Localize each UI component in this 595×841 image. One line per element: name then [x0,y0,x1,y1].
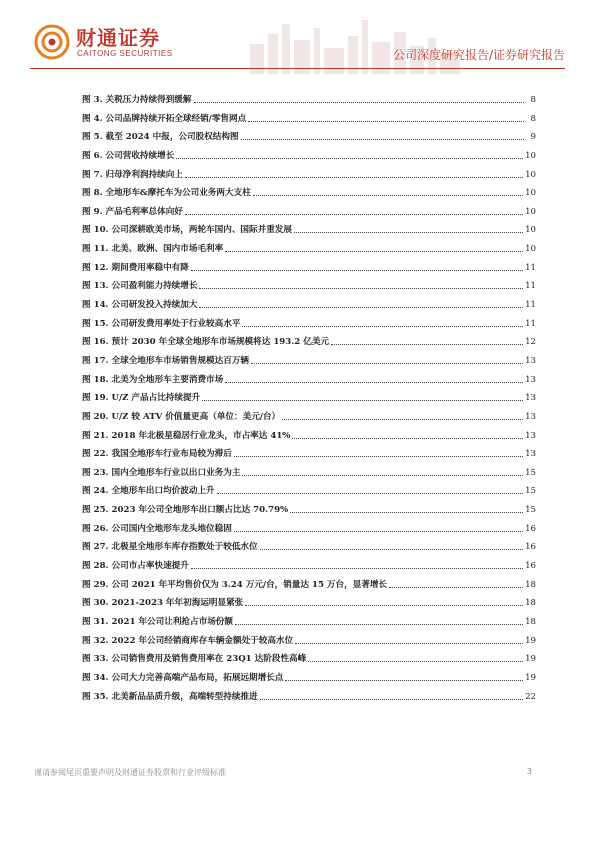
toc-entry-label[interactable]: 图 21. 2018 年北极星稳居行业龙头，市占率达 41% [82,430,291,441]
toc-entry-page[interactable]: 19 [525,635,536,646]
toc-leader-dots [285,679,523,681]
toc-leader-dots [241,138,524,140]
toc-entry-label[interactable]: 图 33. 公司销售费用及销售费用率在 23Q1 达阶段性高峰 [82,654,307,665]
toc-entry[interactable] [82,446,536,465]
toc-leader-dots [194,101,525,103]
toc-leader-dots [242,325,523,327]
toc-entry[interactable] [82,353,536,372]
toc-entry[interactable] [82,614,536,633]
toc-entry-label[interactable]: 图 20. U/Z 较 ATV 价值量更高（单位：美元/台） [82,411,281,422]
toc-entry[interactable] [82,129,536,148]
toc-entry-page[interactable]: 16 [525,542,536,553]
toc-entry[interactable] [82,595,536,614]
toc-entry-page[interactable]: 18 [525,579,536,590]
toc-entry-label[interactable]: 图 18. 北美为全地形车主要消费市场 [82,374,224,385]
toc-entry-label[interactable]: 图 12. 期间费用率稳中有降 [82,262,189,273]
toc-leader-dots [282,418,523,420]
toc-leader-dots [225,250,523,252]
toc-entry-label[interactable]: 图 11. 北美、欧洲、国内市场毛利率 [82,244,224,255]
toc-leader-dots [191,269,523,271]
toc-entry[interactable] [82,278,536,297]
toc-entry-label[interactable]: 图 24. 全地形车出口均价波动上升 [82,486,215,497]
toc-entry-label[interactable]: 图 4. 公司品牌持续开拓全球经销/零售网点 [82,113,247,124]
toc-entry[interactable] [82,148,536,167]
page-header [0,0,595,86]
toc-entry-label[interactable]: 图 25. 2023 年公司全地形车出口额占比达 70.79% [82,505,289,516]
toc-leader-dots [202,399,523,401]
toc-leader-dots [260,548,523,550]
toc-entry[interactable] [82,483,536,502]
toc-entry-page[interactable]: 10 [525,150,536,161]
toc-entry-page[interactable]: 13 [525,449,536,460]
logo-icon [34,24,70,60]
toc-leader-dots [234,530,523,532]
toc-entry-page[interactable]: 10 [525,225,536,236]
toc-entry[interactable] [82,92,536,111]
toc-leader-dots [294,231,523,233]
toc-entry-label[interactable]: 图 8. 全地形车&摩托车为公司业务两大支柱 [82,188,251,199]
toc-entry-label[interactable]: 图 13. 公司盈利能力持续增长 [82,281,198,292]
toc-entry-page[interactable]: 18 [525,616,536,627]
toc-entry-label[interactable]: 图 16. 预计 2030 年全球全地形车市场规模将达 193.2 亿美元 [82,337,330,348]
toc-leader-dots [251,362,523,364]
toc-leader-dots [295,642,523,644]
figure-index-list [82,92,536,707]
toc-entry-label[interactable]: 图 23. 国内全地形车行业以出口业务为主 [82,467,241,478]
toc-entry-label[interactable]: 图 3. 关税压力持续得到缓解 [82,95,192,105]
toc-leader-dots [185,213,523,215]
toc-leader-dots [185,176,523,178]
toc-entry-page[interactable]: 8 [530,95,536,105]
toc-leader-dots [225,381,523,383]
toc-entry-label[interactable]: 图 6. 公司营收持续增长 [82,150,175,161]
toc-leader-dots [331,343,523,345]
logo-text-cn: 财通证券 [76,26,160,50]
footer-disclaimer: 谨请参阅尾页重要声明及财通证券股票和行业评级标准 [34,768,226,777]
toc-entry-page[interactable]: 19 [525,672,536,683]
toc-entry[interactable] [82,409,536,428]
toc-leader-dots [308,660,523,662]
toc-entry[interactable] [82,558,536,577]
toc-entry-label[interactable]: 图 31. 2021 年公司让利抢占市场份额 [82,616,233,627]
toc-entry-page[interactable]: 10 [525,169,536,180]
toc-entry-page[interactable]: 13 [525,393,536,404]
toc-leader-dots [253,194,523,196]
toc-entry-label[interactable]: 图 17. 全球全地形车市场销售规模达百万辆 [82,355,250,366]
toc-entry[interactable] [82,633,536,652]
toc-entry[interactable] [82,651,536,670]
toc-leader-dots [260,698,523,700]
toc-entry[interactable] [82,260,536,279]
toc-entry-page[interactable]: 22 [525,691,536,702]
toc-entry-page[interactable]: 15 [525,467,536,478]
report-type-title: 公司深度研究报告/证券研究报告 [392,48,565,62]
toc-entry-label[interactable]: 图 28. 公司市占率快速提升 [82,561,189,572]
toc-entry-page[interactable]: 8 [530,113,536,124]
toc-entry[interactable] [82,204,536,223]
toc-entry[interactable] [82,111,536,130]
toc-entry-page[interactable]: 13 [525,374,536,385]
toc-entry[interactable] [82,465,536,484]
toc-entry-page[interactable]: 11 [525,318,536,329]
toc-entry-page[interactable]: 10 [525,206,536,217]
toc-entry-page[interactable]: 10 [525,188,536,199]
toc-leader-dots [235,623,523,625]
toc-leader-dots [242,474,523,476]
toc-entry-label[interactable]: 图 32. 2022 年公司经销商库存车辆金额处于较高水位 [82,635,294,646]
toc-entry-label[interactable]: 图 7. 归母净利润持续向上 [82,169,183,180]
toc-leader-dots [176,157,523,159]
toc-leader-dots [199,287,523,289]
toc-entry-page[interactable]: 11 [525,300,536,311]
toc-leader-dots [248,120,524,122]
toc-entry-page[interactable]: 10 [525,244,536,255]
toc-entry-label[interactable]: 图 35. 北美新品品质升级，高端转型持续推进 [82,691,258,702]
toc-entry-label[interactable]: 图 30. 2021-2023 年年初海运明显紧张 [82,598,244,609]
toc-leader-dots [292,437,523,439]
skyline-watermark-icon [190,14,520,74]
toc-entry-label[interactable]: 图 10. 公司深耕欧美市场，两轮车国内、国际并重发展 [82,225,292,236]
toc-entry[interactable] [82,390,536,409]
toc-entry[interactable] [82,428,536,447]
toc-entry[interactable] [82,502,536,521]
toc-entry[interactable] [82,521,536,540]
toc-entry-page[interactable]: 12 [525,337,536,348]
toc-entry-page[interactable]: 9 [530,132,536,143]
toc-entry-page[interactable]: 16 [525,561,536,572]
toc-entry-page[interactable]: 13 [525,430,536,441]
toc-entry-label[interactable]: 图 15. 公司研发费用率处于行业较高水平 [82,318,241,329]
header-divider [30,68,565,69]
toc-entry-page[interactable]: 11 [525,281,536,292]
toc-entry-page[interactable]: 15 [525,505,536,516]
toc-entry-page[interactable]: 13 [525,411,536,422]
toc-entry-page[interactable]: 19 [525,654,536,665]
toc-entry[interactable] [82,167,536,186]
toc-entry-label[interactable]: 图 5. 截至 2024 中报，公司股权结构图 [82,132,239,143]
toc-entry-label[interactable]: 图 27. 北极星全地形车库存指数处于较低水位 [82,542,258,553]
toc-entry-page[interactable]: 13 [525,355,536,366]
toc-entry[interactable] [82,222,536,241]
toc-leader-dots [389,586,523,588]
page-number: 3 [526,767,532,776]
toc-entry[interactable] [82,241,536,260]
toc-entry[interactable] [82,334,536,353]
toc-leader-dots [234,455,523,457]
toc-entry-label[interactable]: 图 34. 公司大力完善高端产品布局，拓展远期增长点 [82,672,284,683]
toc-entry[interactable] [82,372,536,391]
toc-entry[interactable] [82,689,536,708]
toc-entry-page[interactable]: 16 [525,523,536,534]
toc-entry-label[interactable]: 图 29. 公司 2021 年平均售价仅为 3.24 万元/台，销量达 15 万台，显著增长 [82,579,388,590]
toc-entry-label[interactable]: 图 9. 产品毛利率总体向好 [82,206,183,217]
toc-entry[interactable] [82,185,536,204]
toc-entry[interactable] [82,297,536,316]
toc-entry-label[interactable]: 图 26. 公司国内全地形车龙头地位稳固 [82,523,232,534]
toc-entry[interactable] [82,577,536,596]
toc-leader-dots [199,306,523,308]
toc-entry[interactable] [82,670,536,689]
toc-entry-page[interactable]: 18 [525,598,536,609]
toc-entry[interactable] [82,539,536,558]
toc-leader-dots [217,492,523,494]
toc-leader-dots [290,511,523,513]
company-logo [34,22,184,66]
toc-leader-dots [245,604,523,606]
toc-entry-page[interactable]: 15 [525,486,536,497]
toc-entry-page[interactable]: 11 [525,262,536,273]
toc-leader-dots [191,567,523,569]
logo-text-en: CAITONG SECURITIES [77,49,173,58]
toc-entry-label[interactable]: 图 22. 我国全地形车行业布局较为滞后 [82,449,232,460]
toc-entry-label[interactable]: 图 19. U/Z 产品占比持续提升 [82,393,201,404]
toc-entry[interactable] [82,316,536,335]
toc-entry-label[interactable]: 图 14. 公司研发投入持续加大 [82,300,198,311]
